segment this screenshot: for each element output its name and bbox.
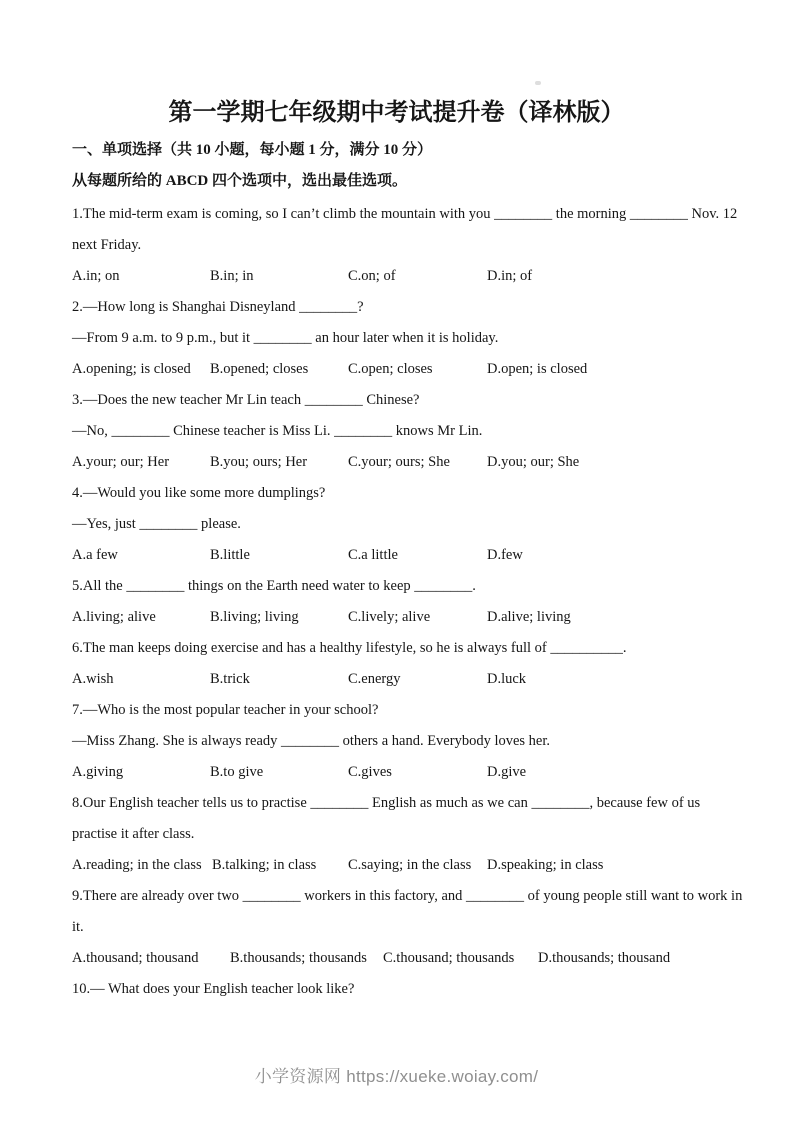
question-5-line-1: 5.All the ________ things on the Earth need water to keep ________. bbox=[72, 578, 476, 594]
question-5-option-A: A.living; alive bbox=[72, 609, 156, 625]
scan-artifact-dot bbox=[535, 81, 541, 85]
question-8-option-B: B.talking; in class bbox=[212, 857, 317, 873]
question-4-line-2: —Yes, just ________ please. bbox=[72, 516, 241, 532]
question-5-option-B: B.living; living bbox=[210, 609, 299, 625]
question-6-option-D: D.luck bbox=[487, 671, 527, 687]
question-4-option-B: B.little bbox=[210, 547, 250, 563]
question-7-option-B: B.to give bbox=[210, 764, 264, 780]
question-3-option-C: C.your; ours; She bbox=[348, 454, 450, 470]
question-2-options bbox=[72, 354, 721, 385]
question-7-option-D: D.give bbox=[487, 764, 527, 780]
question-2 bbox=[72, 292, 721, 385]
question-7-option-C: C.gives bbox=[348, 764, 392, 780]
question-list bbox=[72, 199, 743, 1005]
question-6-line-1: 6.The man keeps doing exercise and has a healthy lifestyle, so he is always full of __________. bbox=[72, 640, 627, 656]
question-4 bbox=[72, 478, 721, 571]
question-1-line-1: 1.The mid-term exam is coming, so I can’t climb the mountain with you ________ the morning ________ Nov. 12 bbox=[72, 206, 738, 222]
section-heading: 一、单项选择（共 10 小题，每小题 1 分，满分 10 分） bbox=[72, 142, 433, 158]
question-3-option-D: D.you; our; She bbox=[487, 454, 580, 470]
question-8-line-2: practise it after class. bbox=[72, 826, 195, 842]
question-7-options bbox=[72, 757, 721, 788]
question-9-option-C: C.thousand; thousands bbox=[383, 950, 515, 966]
question-8-line-1: 8.Our English teacher tells us to practise ________ English as much as we can ________, because few of us bbox=[72, 795, 701, 811]
question-1-options bbox=[72, 261, 721, 292]
question-1-line-2: next Friday. bbox=[72, 237, 142, 253]
question-5 bbox=[72, 571, 721, 633]
question-9-options bbox=[72, 943, 721, 974]
question-2-line-2: —From 9 a.m. to 9 p.m., but it ________ an hour later when it is holiday. bbox=[72, 330, 499, 346]
question-2-line-1: 2.—How long is Shanghai Disneyland ________? bbox=[72, 299, 364, 315]
question-6-option-C: C.energy bbox=[348, 671, 401, 687]
question-6-option-A: A.wish bbox=[72, 671, 114, 687]
question-9-line-2: it. bbox=[72, 919, 84, 935]
question-2-option-D: D.open; is closed bbox=[487, 361, 588, 377]
footer-watermark: 小学资源网 https://xueke.woiay.com/ bbox=[254, 1067, 539, 1086]
question-3-options bbox=[72, 447, 721, 478]
page-title: 第一学期七年级期中考试提升卷（译林版） bbox=[168, 100, 625, 126]
question-9-line-1: 9.There are already over two ________ workers in this factory, and ________ of young people still want to work in bbox=[72, 888, 743, 904]
question-8-options bbox=[72, 850, 721, 881]
question-5-options bbox=[72, 602, 721, 633]
question-9-option-A: A.thousand; thousand bbox=[72, 950, 199, 966]
question-1-option-D: D.in; of bbox=[487, 268, 533, 284]
question-1-option-A: A.in; on bbox=[72, 268, 120, 284]
question-4-option-A: A.a few bbox=[72, 547, 118, 563]
question-5-option-C: C.lively; alive bbox=[348, 609, 431, 625]
question-2-option-C: C.open; closes bbox=[348, 361, 433, 377]
question-10-line-1: 10.— What does your English teacher look like? bbox=[72, 981, 355, 997]
question-3 bbox=[72, 385, 721, 478]
question-3-line-2: —No, ________ Chinese teacher is Miss Li. ________ knows Mr Lin. bbox=[72, 423, 483, 439]
question-4-line-1: 4.—Would you like some more dumplings? bbox=[72, 485, 326, 501]
question-1 bbox=[72, 199, 738, 292]
question-7 bbox=[72, 695, 721, 788]
question-4-option-D: D.few bbox=[487, 547, 523, 563]
question-9-option-D: D.thousands; thousand bbox=[538, 950, 671, 966]
question-3-option-B: B.you; ours; Her bbox=[210, 454, 308, 470]
question-7-line-1: 7.—Who is the most popular teacher in your school? bbox=[72, 702, 379, 718]
question-6-options bbox=[72, 664, 721, 695]
question-6 bbox=[72, 633, 721, 695]
question-10 bbox=[72, 974, 721, 1005]
question-2-option-A: A.opening; is closed bbox=[72, 361, 191, 377]
question-8-option-A: A.reading; in the class bbox=[72, 857, 202, 873]
question-2-option-B: B.opened; closes bbox=[210, 361, 309, 377]
section-instruction: 从每题所给的 ABCD 四个选项中，选出最佳选项。 bbox=[72, 173, 408, 189]
question-7-line-2: —Miss Zhang. She is always ready ________ others a hand. Everybody loves her. bbox=[72, 733, 551, 749]
question-9-option-B: B.thousands; thousands bbox=[230, 950, 367, 966]
question-3-line-1: 3.—Does the new teacher Mr Lin teach ________ Chinese? bbox=[72, 392, 420, 408]
question-4-options bbox=[72, 540, 721, 571]
question-9 bbox=[72, 881, 743, 974]
question-4-option-C: C.a little bbox=[348, 547, 398, 563]
question-1-option-B: B.in; in bbox=[210, 268, 254, 284]
question-8-option-D: D.speaking; in class bbox=[487, 857, 604, 873]
question-6-option-B: B.trick bbox=[210, 671, 250, 687]
question-8 bbox=[72, 788, 721, 881]
question-1-option-C: C.on; of bbox=[348, 268, 396, 284]
question-7-option-A: A.giving bbox=[72, 764, 124, 780]
question-3-option-A: A.your; our; Her bbox=[72, 454, 170, 470]
question-5-option-D: D.alive; living bbox=[487, 609, 571, 625]
question-8-option-C: C.saying; in the class bbox=[348, 857, 472, 873]
